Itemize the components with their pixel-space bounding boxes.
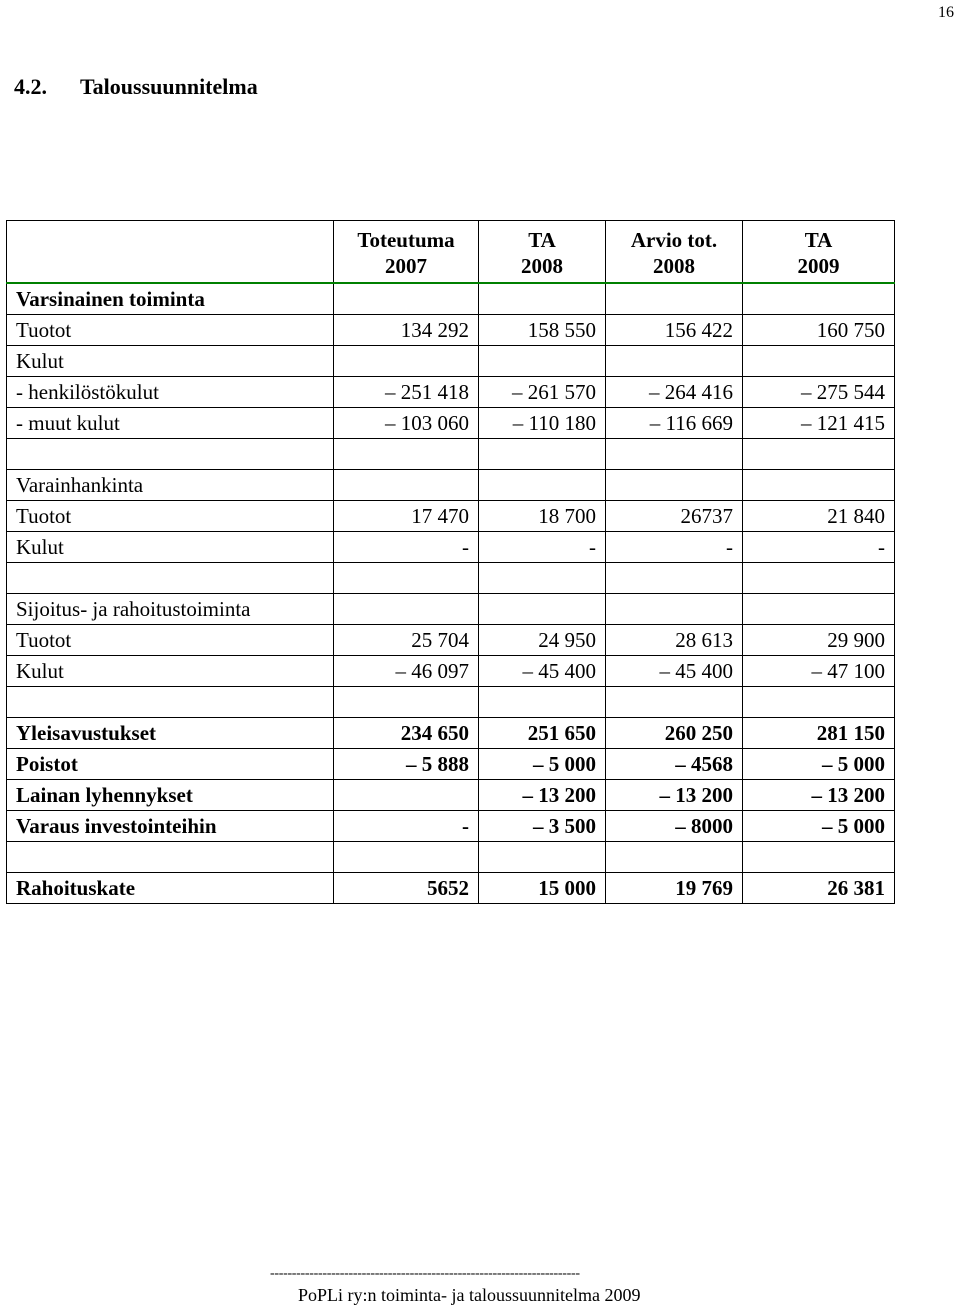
value-cell: – 5 000 <box>479 749 606 780</box>
value-cell: 158 550 <box>479 315 606 346</box>
value-cell <box>479 346 606 377</box>
row-label: Kulut <box>7 346 334 377</box>
table-row <box>7 625 895 656</box>
value-cell: 25 704 <box>334 625 479 656</box>
section-heading <box>14 74 258 100</box>
table-row <box>7 377 895 408</box>
footer-rule: ----------------------------------------------------------------------- <box>270 1266 580 1281</box>
value-cell <box>606 346 743 377</box>
value-cell <box>743 346 895 377</box>
value-cell: 260 250 <box>606 718 743 749</box>
row-label <box>7 687 334 718</box>
header-cell: TA 2008 <box>479 221 606 284</box>
value-cell <box>606 842 743 873</box>
value-cell: – 4568 <box>606 749 743 780</box>
value-cell: – 251 418 <box>334 377 479 408</box>
header-cell: Arvio tot. 2008 <box>606 221 743 284</box>
value-cell: 19 769 <box>606 873 743 904</box>
row-label: Kulut <box>7 656 334 687</box>
value-cell: – 45 400 <box>479 656 606 687</box>
value-cell <box>479 687 606 718</box>
value-cell <box>479 594 606 625</box>
table-row <box>7 687 895 718</box>
value-cell <box>334 563 479 594</box>
value-cell <box>743 283 895 315</box>
table-row <box>7 718 895 749</box>
row-label: Varaus investointeihin <box>7 811 334 842</box>
table-row <box>7 873 895 904</box>
value-cell: 160 750 <box>743 315 895 346</box>
value-cell <box>334 470 479 501</box>
table-row <box>7 283 895 315</box>
header-cell: TA 2009 <box>743 221 895 284</box>
value-cell <box>334 780 479 811</box>
row-label: Varsinainen toiminta <box>7 283 334 315</box>
value-cell: – 13 200 <box>479 780 606 811</box>
value-cell <box>606 563 743 594</box>
row-label: Tuotot <box>7 501 334 532</box>
row-label: - henkilöstökulut <box>7 377 334 408</box>
value-cell: – 5 888 <box>334 749 479 780</box>
table-header-row <box>7 221 895 284</box>
value-cell: – 45 400 <box>606 656 743 687</box>
value-cell: – 3 500 <box>479 811 606 842</box>
row-label: Varainhankinta <box>7 470 334 501</box>
value-cell <box>606 439 743 470</box>
table-row <box>7 532 895 563</box>
table-row <box>7 439 895 470</box>
value-cell: 21 840 <box>743 501 895 532</box>
page-number: 16 <box>938 4 954 21</box>
value-cell: 15 000 <box>479 873 606 904</box>
value-cell: 251 650 <box>479 718 606 749</box>
value-cell <box>743 687 895 718</box>
value-cell <box>479 283 606 315</box>
value-cell: 281 150 <box>743 718 895 749</box>
value-cell <box>479 439 606 470</box>
value-cell <box>606 687 743 718</box>
table-row <box>7 594 895 625</box>
value-cell <box>334 842 479 873</box>
row-label: Tuotot <box>7 315 334 346</box>
table-row <box>7 656 895 687</box>
value-cell: 18 700 <box>479 501 606 532</box>
value-cell: - <box>606 532 743 563</box>
value-cell: 17 470 <box>334 501 479 532</box>
value-cell: 156 422 <box>606 315 743 346</box>
value-cell: – 264 416 <box>606 377 743 408</box>
row-label <box>7 439 334 470</box>
value-cell <box>334 687 479 718</box>
value-cell: – 261 570 <box>479 377 606 408</box>
value-cell: - <box>743 532 895 563</box>
table-row <box>7 842 895 873</box>
value-cell: 26 381 <box>743 873 895 904</box>
value-cell: – 47 100 <box>743 656 895 687</box>
section-title: Taloussuunnitelma <box>80 74 258 99</box>
value-cell: – 46 097 <box>334 656 479 687</box>
value-cell: - <box>334 811 479 842</box>
header-label-cell <box>7 221 334 284</box>
value-cell <box>479 470 606 501</box>
value-cell: 24 950 <box>479 625 606 656</box>
value-cell <box>479 842 606 873</box>
section-number: 4.2. <box>14 74 47 99</box>
table-row <box>7 563 895 594</box>
value-cell <box>334 594 479 625</box>
value-cell <box>743 439 895 470</box>
value-cell: 134 292 <box>334 315 479 346</box>
value-cell: – 103 060 <box>334 408 479 439</box>
table-row <box>7 749 895 780</box>
table-row <box>7 501 895 532</box>
table-row <box>7 811 895 842</box>
value-cell <box>334 283 479 315</box>
table-row <box>7 408 895 439</box>
row-label: Rahoituskate <box>7 873 334 904</box>
row-label: Yleisavustukset <box>7 718 334 749</box>
value-cell: 29 900 <box>743 625 895 656</box>
value-cell <box>334 439 479 470</box>
value-cell: 234 650 <box>334 718 479 749</box>
header-cell: Toteutuma 2007 <box>334 221 479 284</box>
value-cell <box>479 563 606 594</box>
budget-table <box>6 220 895 904</box>
value-cell: – 116 669 <box>606 408 743 439</box>
value-cell <box>606 283 743 315</box>
value-cell: 28 613 <box>606 625 743 656</box>
row-label: Poistot <box>7 749 334 780</box>
table-row <box>7 470 895 501</box>
value-cell: - <box>334 532 479 563</box>
value-cell <box>334 346 479 377</box>
value-cell: – 13 200 <box>743 780 895 811</box>
value-cell: – 8000 <box>606 811 743 842</box>
value-cell: – 5 000 <box>743 749 895 780</box>
value-cell: – 275 544 <box>743 377 895 408</box>
value-cell: - <box>479 532 606 563</box>
table-row <box>7 780 895 811</box>
value-cell: – 110 180 <box>479 408 606 439</box>
value-cell <box>743 563 895 594</box>
value-cell <box>743 594 895 625</box>
table-row <box>7 346 895 377</box>
value-cell: – 121 415 <box>743 408 895 439</box>
row-label: Kulut <box>7 532 334 563</box>
row-label: Sijoitus- ja rahoitustoiminta <box>7 594 334 625</box>
value-cell: 26737 <box>606 501 743 532</box>
value-cell <box>606 470 743 501</box>
row-label <box>7 842 334 873</box>
row-label: - muut kulut <box>7 408 334 439</box>
row-label: Tuotot <box>7 625 334 656</box>
row-label: Lainan lyhennykset <box>7 780 334 811</box>
value-cell: – 13 200 <box>606 780 743 811</box>
value-cell: 5652 <box>334 873 479 904</box>
table-row <box>7 315 895 346</box>
value-cell <box>743 470 895 501</box>
value-cell: – 5 000 <box>743 811 895 842</box>
value-cell <box>743 842 895 873</box>
value-cell <box>606 594 743 625</box>
footer-text: PoPLi ry:n toiminta- ja taloussuunnitelma 2009 <box>298 1285 641 1305</box>
row-label <box>7 563 334 594</box>
